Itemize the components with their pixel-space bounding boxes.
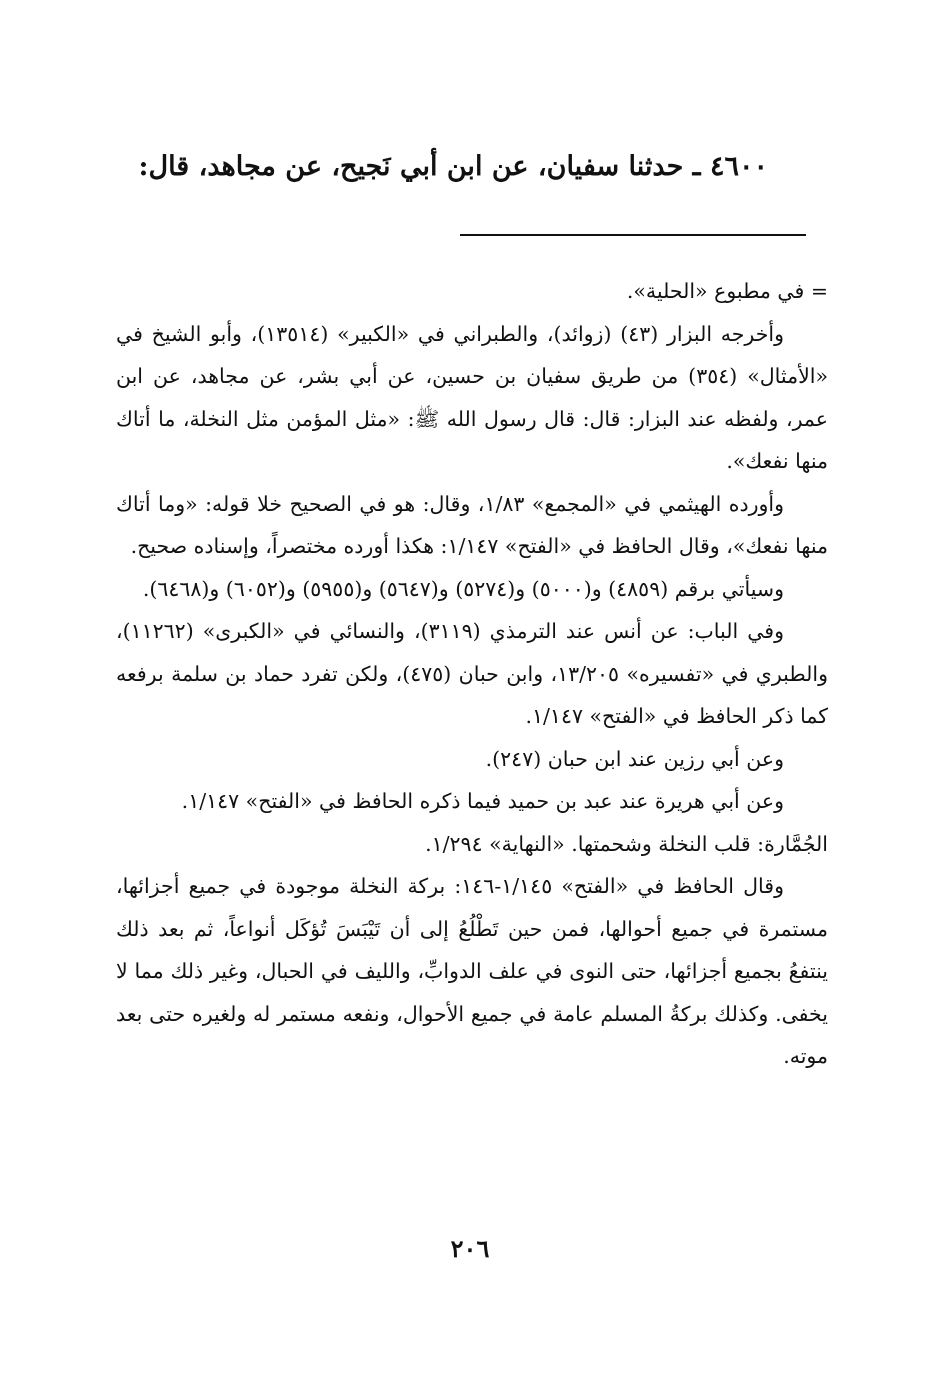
footnote-paragraph-abi-razin: وعن أبي رزين عند ابن حبان (٢٤٧). <box>485 746 784 771</box>
footnote-paragraph-takhrij: وأخرجه البزار (٤٣) (زوائد)، والطبراني في «الكبير» (١٣٥١٤)، وأبو الشيخ في «الأمثال» (٣٥٤) من طريق سفيان بن حسين، عن أبي بشر، عن مجاهد، عن ابن عمر، ولفظه عند البزار: قال: قال رسول الله ﷺ: «مثل المؤمن مثل النخلة، ما أتاك منها نفعك». <box>116 321 829 473</box>
footnote-separator-rule <box>460 234 806 236</box>
footnote-paragraph-haythami: وأورده الهيثمي في «المجمع» ١/٨٣، وقال: هو في الصحيح خلا قوله: «وما أتاك منها نفعك»، وقال الحافظ في «الفتح» ١/١٤٧: هكذا أورده مختصراً، وإسناده صحيح. <box>116 491 828 558</box>
hadith-heading: ٤٦٠٠ ـ حدثنا سفيان، عن ابن أبي نَجيح، عن مجاهد، قال: <box>138 151 768 182</box>
page-number: ٢٠٦ <box>450 1234 490 1263</box>
footnote-paragraph-barakat-nakhla: وقال الحافظ في «الفتح» ١/١٤٥-١٤٦: بركة النخلة موجودة في جميع أجزائها، مستمرة في جميع أحوالها، فمن حين تَطْلُعُ إلى أن تَيْبَسَ تُؤكَل أنواعاً، ثم بعد ذلك ينتفعُ بجميع أجزائها، حتى النوى في علف الدوابِّ، والليف في الحبال، وغير ذلك مما لا يخفى. وكذلك بركةُ المسلم عامة في جميع الأحوال، ونفعه مستمر له ولغيره حتى بعد موته. <box>116 874 828 1068</box>
footnote-paragraph-cross-references: وسيأتي برقم (٤٨٥٩) و(٥٠٠٠) و(٥٢٧٤) و(٥٦٤٧) و(٥٩٥٥) و(٦٠٥٢) و(٦٤٦٨). <box>142 576 784 601</box>
footnotes-block <box>116 270 828 1078</box>
footnote-paragraph-abi-hurayra: وعن أبي هريرة عند عبد بن حميد فيما ذكره الحافظ في «الفتح» ١/١٤٧. <box>181 789 784 813</box>
footnote-glossary-jummara: الجُمَّارة: قلب النخلة وشحمتها. «النهاية» ١/٢٩٤. <box>425 831 828 856</box>
footnote-paragraph-bab-anas: وفي الباب: عن أنس عند الترمذي (٣١١٩)، والنسائي في «الكبرى» (١١٢٦٢)، والطبري في «تفسيره» ١٣/٢٠٥، وابن حبان (٤٧٥)، ولكن تفرد حماد بن سلمة برفعه كما ذكر الحافظ في «الفتح» ١/١٤٧. <box>116 619 829 728</box>
footnote-continuation: = في مطبوع «الحلية». <box>626 279 828 303</box>
